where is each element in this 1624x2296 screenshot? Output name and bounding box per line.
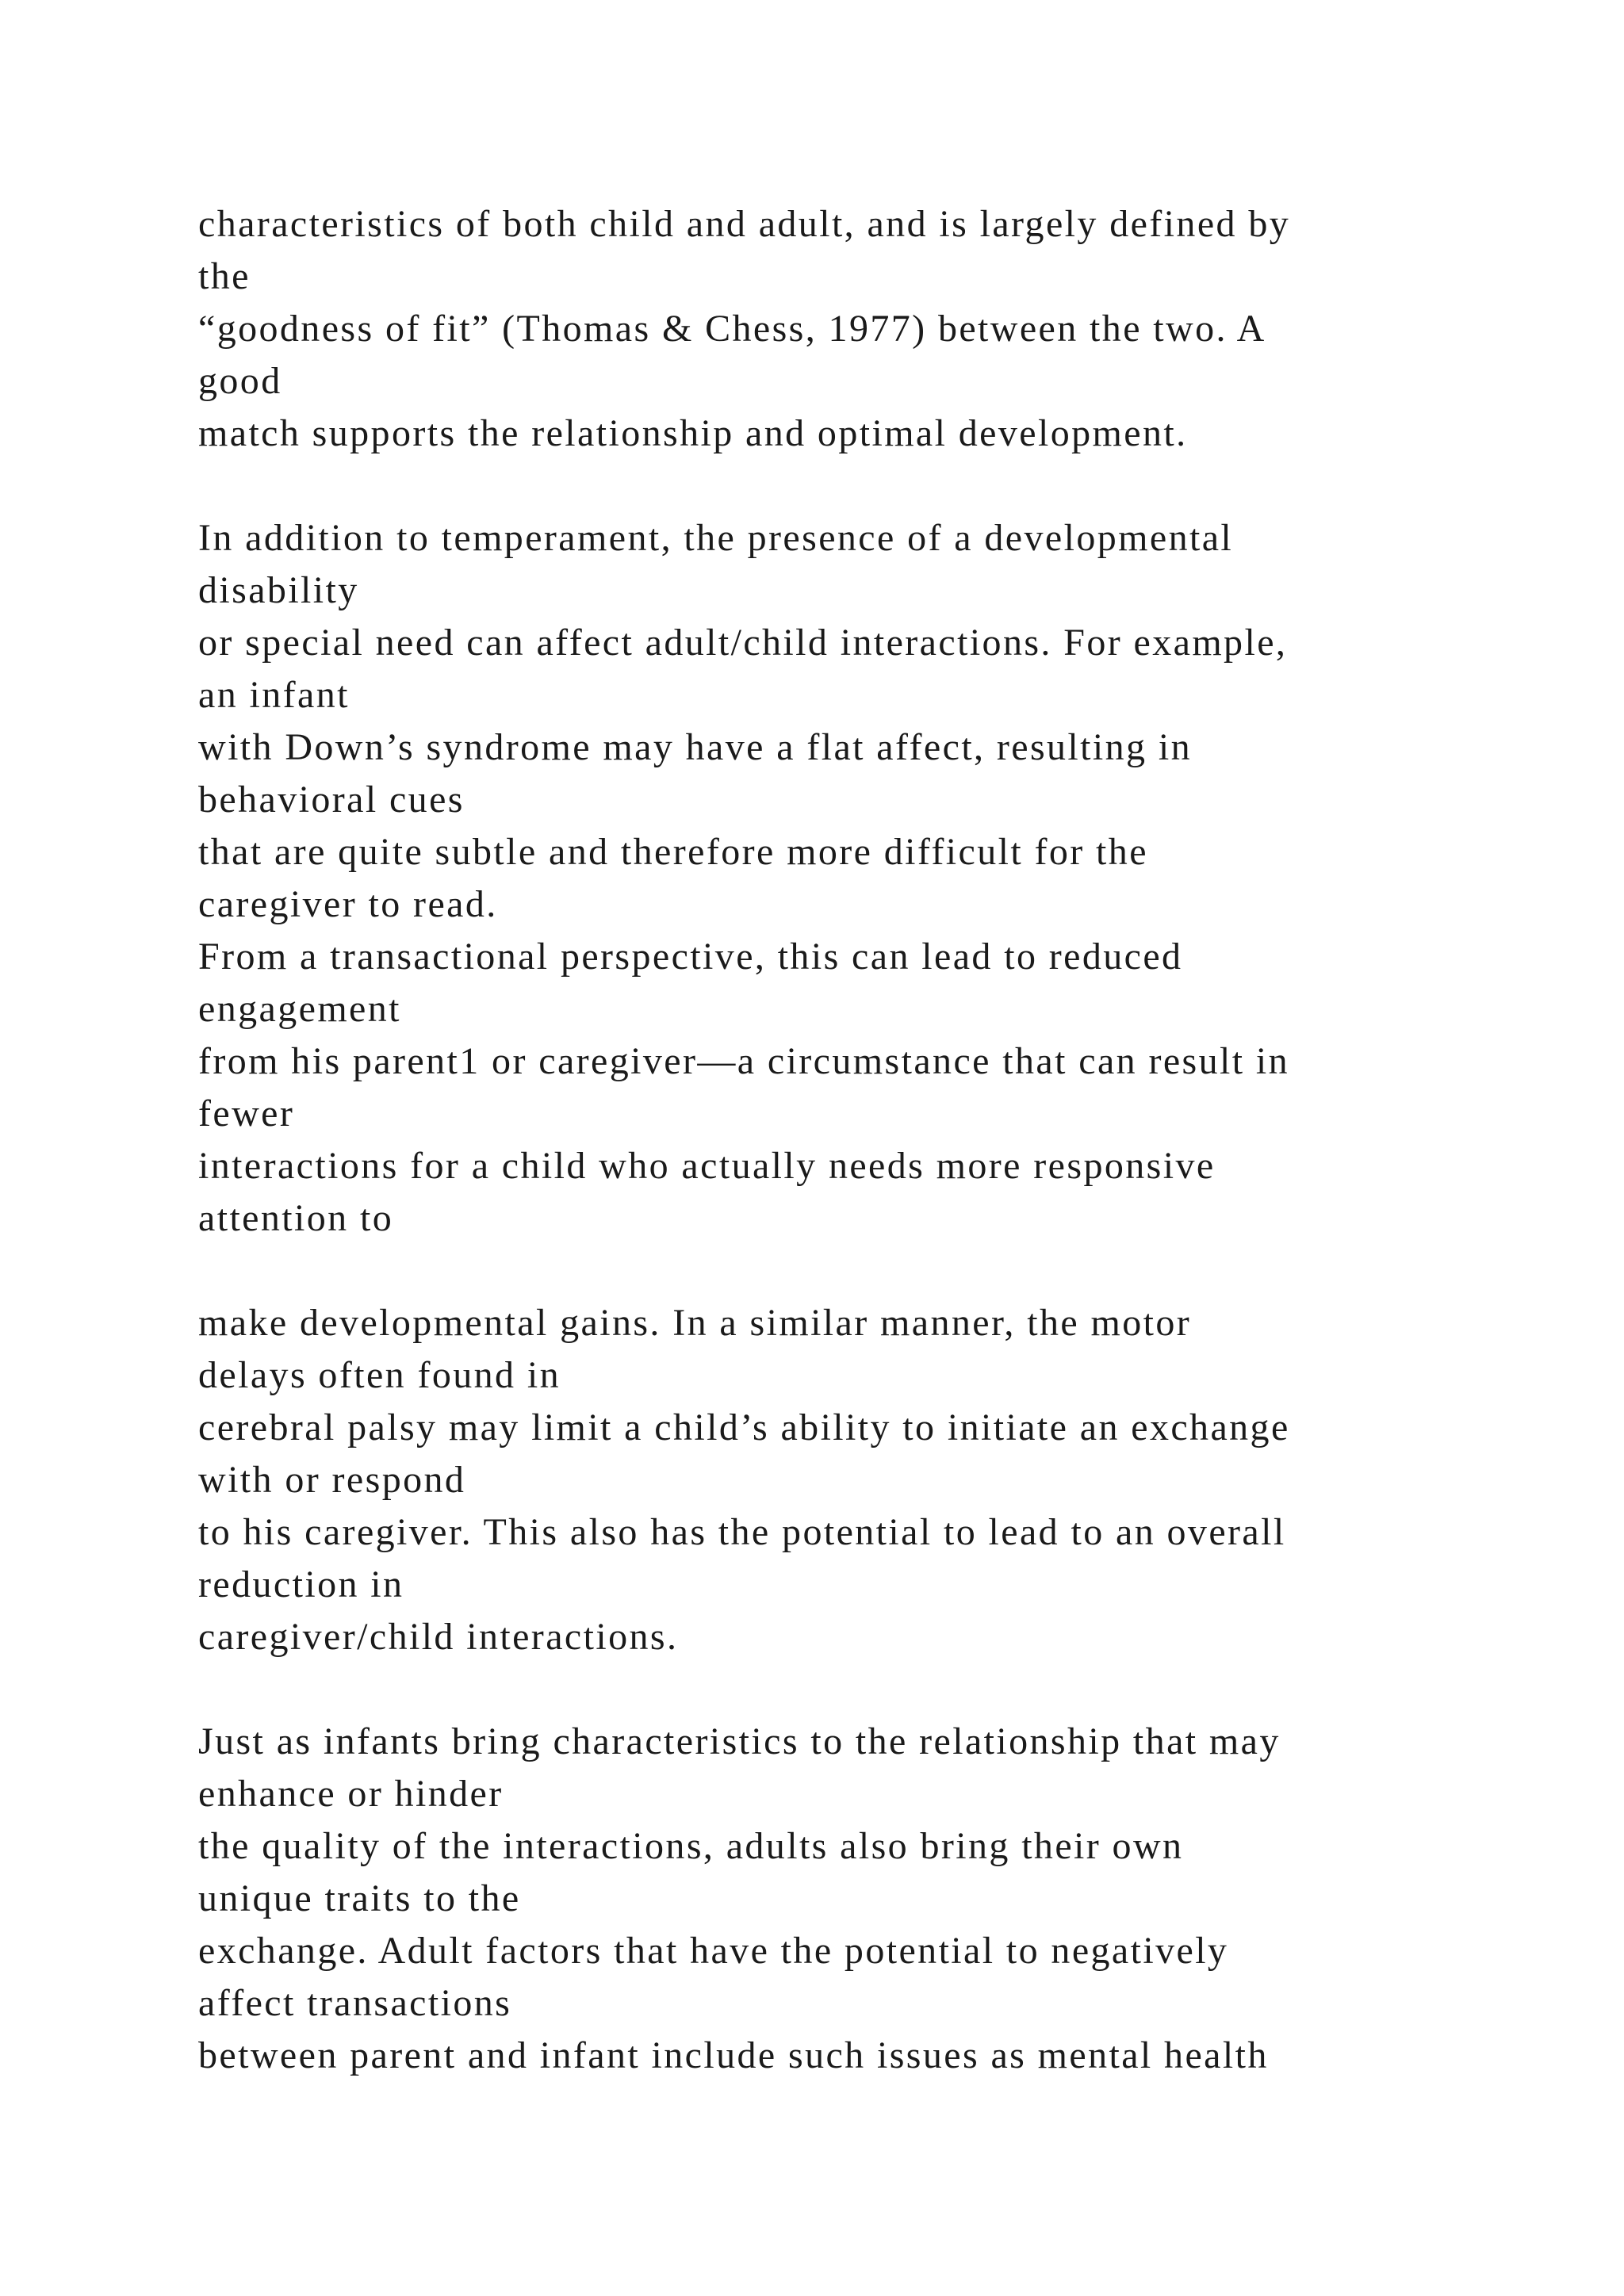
text-line: between parent and infant include such issues as mental health xyxy=(198,2034,1269,2076)
text-line: unique traits to the xyxy=(198,1877,521,1919)
text-line: characteristics of both child and adult, and is largely defined by xyxy=(198,203,1291,245)
text-line: From a transactional perspective, this can lead to reduced xyxy=(198,936,1183,978)
text-line: cerebral palsy may limit a child’s ability to initiate an exchange xyxy=(198,1406,1290,1448)
text-line: caregiver/child interactions. xyxy=(198,1616,679,1658)
text-line: engagement xyxy=(198,988,401,1030)
text-line: “goodness of fit” (Thomas & Chess, 1977) between the two. A xyxy=(198,308,1266,350)
text-line: that are quite subtle and therefore more difficult for the xyxy=(198,831,1148,873)
text-line: good xyxy=(198,360,282,402)
text-line: delays often found in xyxy=(198,1354,561,1396)
text-line: make developmental gains. In a similar manner, the motor xyxy=(198,1302,1192,1344)
text-line: exchange. Adult factors that have the potential to negatively xyxy=(198,1930,1229,1972)
text-line: with or respond xyxy=(198,1459,466,1501)
text-line: an infant xyxy=(198,674,350,716)
text-line: Just as infants bring characteristics to the relationship that may xyxy=(198,1720,1281,1762)
text-line: attention to xyxy=(198,1197,394,1239)
text-line: to his caregiver. This also has the potential to lead to an overall xyxy=(198,1511,1286,1553)
text-line: from his parent1 or caregiver—a circumstance that can result in xyxy=(198,1040,1290,1082)
text-line: reduction in xyxy=(198,1563,404,1605)
text-line: interactions for a child who actually needs more responsive xyxy=(198,1145,1216,1187)
text-line: fewer xyxy=(198,1093,295,1135)
text-line: the xyxy=(198,255,251,297)
paragraph xyxy=(198,1297,1507,1663)
text-line: caregiver to read. xyxy=(198,883,498,925)
text-line: with Down’s syndrome may have a flat affect, resulting in xyxy=(198,726,1192,768)
text-line: behavioral cues xyxy=(198,779,465,821)
text-line: affect transactions xyxy=(198,1982,512,2024)
paragraph-gap xyxy=(198,460,1507,512)
document-body xyxy=(198,198,1507,2082)
paragraph xyxy=(198,512,1507,1245)
paragraph-gap xyxy=(198,1245,1507,1297)
text-line: match supports the relationship and optimal development. xyxy=(198,412,1188,454)
text-line: In addition to temperament, the presence of a developmental xyxy=(198,517,1234,559)
paragraph xyxy=(198,198,1507,460)
text-line: the quality of the interactions, adults also bring their own xyxy=(198,1825,1184,1867)
text-line: enhance or hinder xyxy=(198,1773,504,1815)
paragraph-gap xyxy=(198,1663,1507,1716)
paragraph xyxy=(198,1716,1507,2082)
text-line: or special need can affect adult/child interactions. For example, xyxy=(198,622,1288,664)
text-line: disability xyxy=(198,569,359,611)
